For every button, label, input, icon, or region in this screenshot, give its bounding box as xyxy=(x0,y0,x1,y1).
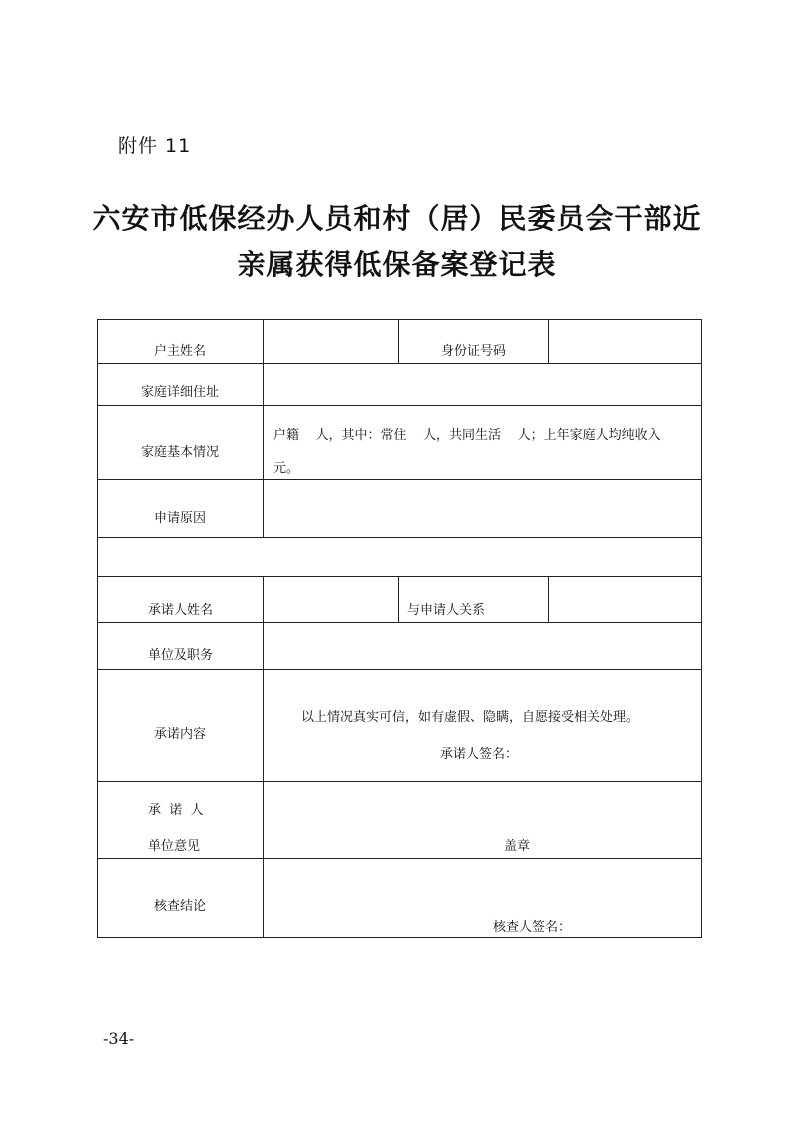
relation-label: 与申请人关系 xyxy=(407,603,486,618)
row-verification xyxy=(98,859,701,937)
promise-content-label-cell xyxy=(98,670,264,781)
householder-name-label-cell xyxy=(98,320,264,363)
family-info-field[interactable] xyxy=(264,406,701,479)
address-field[interactable] xyxy=(264,364,701,405)
promise-content-field[interactable] xyxy=(264,670,701,781)
row-address xyxy=(98,364,701,406)
unit-opinion-label-cell xyxy=(98,782,264,858)
address-label-cell xyxy=(98,364,264,405)
reason-label-cell xyxy=(98,480,264,537)
householder-name-label: 户主姓名 xyxy=(154,344,207,359)
unit-position-field[interactable] xyxy=(264,623,701,669)
row-unit-position xyxy=(98,623,701,670)
family-info-line-2: 元。 xyxy=(273,461,300,476)
row-promisor xyxy=(98,577,701,623)
page-title-line-2: 亲属获得低保备案登记表 xyxy=(237,248,557,281)
verification-label: 核查结论 xyxy=(154,899,207,914)
address-label: 家庭详细住址 xyxy=(141,385,220,400)
promisor-signature-label: 承诺人签名： xyxy=(440,747,519,762)
relation-label-cell xyxy=(399,577,549,622)
verifier-signature-label: 核查人签名： xyxy=(493,920,572,935)
row-family-info xyxy=(98,406,701,480)
unit-opinion-label-line-1: 承 诺 人 xyxy=(148,803,204,818)
page-number: -34- xyxy=(103,1029,135,1048)
householder-name-field[interactable] xyxy=(264,320,399,363)
attachment-label: 附件 11 xyxy=(118,135,192,157)
unit-opinion-label-line-2: 单位意见 xyxy=(148,839,201,854)
reason-label: 申请原因 xyxy=(154,511,207,526)
registration-form-table xyxy=(97,319,702,938)
seal-label: 盖章 xyxy=(504,839,531,854)
promisor-name-label-cell xyxy=(98,577,264,622)
row-householder xyxy=(98,320,701,364)
verification-label-cell xyxy=(98,859,264,937)
row-blank-separator xyxy=(98,538,701,577)
unit-opinion-field[interactable] xyxy=(264,782,701,858)
id-number-label-cell xyxy=(399,320,549,363)
unit-position-label: 单位及职务 xyxy=(148,648,214,663)
row-promise-content xyxy=(98,670,701,782)
promise-content-label: 承诺内容 xyxy=(154,727,207,742)
promisor-name-label: 承诺人姓名 xyxy=(148,603,214,618)
id-number-label: 身份证号码 xyxy=(441,344,507,359)
promise-text: 以上情况真实可信，如有虚假、隐瞒，自愿接受相关处理。 xyxy=(301,710,640,725)
relation-field[interactable] xyxy=(549,577,701,622)
reason-field[interactable] xyxy=(264,480,701,537)
row-reason xyxy=(98,480,701,538)
id-number-field[interactable] xyxy=(549,320,701,363)
page-title-line-1: 六安市低保经办人员和村（居）民委员会干部近 xyxy=(92,202,702,235)
family-info-label-cell xyxy=(98,406,264,479)
promisor-name-field[interactable] xyxy=(264,577,399,622)
family-info-label: 家庭基本情况 xyxy=(141,445,220,460)
family-info-line-1: 户籍 人，其中：常住 人，共同生活 人；上年家庭人均纯收入 xyxy=(273,428,661,443)
unit-position-label-cell xyxy=(98,623,264,669)
verification-field[interactable] xyxy=(264,859,701,937)
row-unit-opinion xyxy=(98,782,701,859)
